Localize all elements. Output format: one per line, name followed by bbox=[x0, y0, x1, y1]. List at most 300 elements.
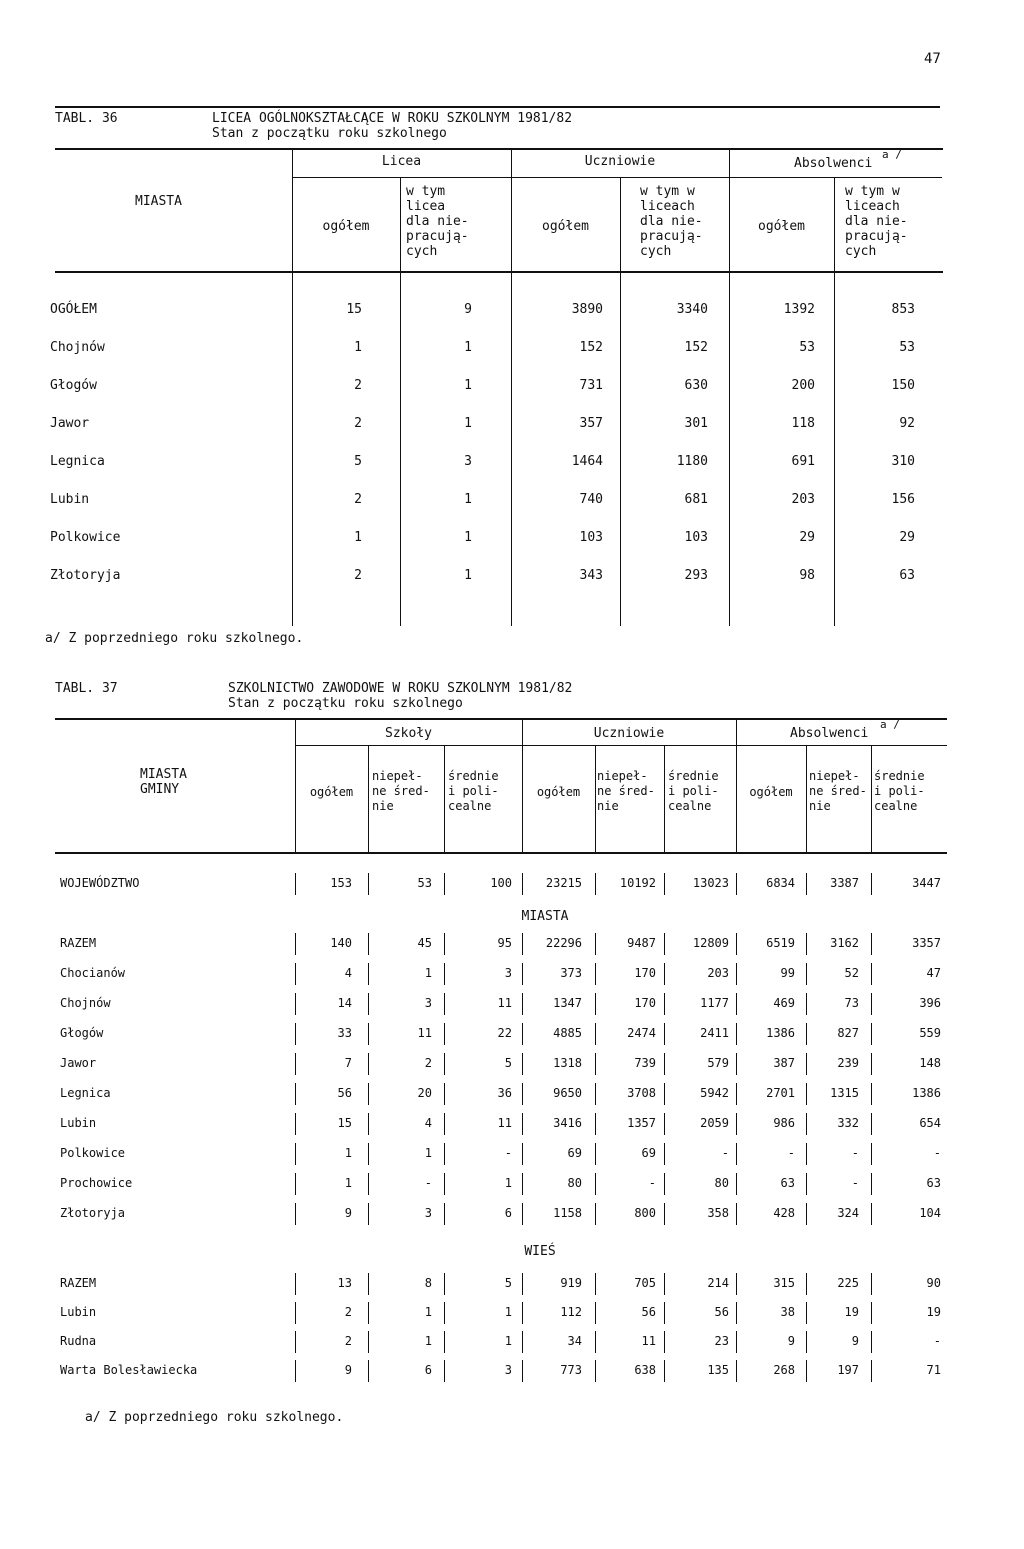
t37-cell: 827 bbox=[837, 1026, 859, 1040]
t37-cell: 8 bbox=[424, 1276, 432, 1290]
t37-cell: 358 bbox=[707, 1206, 729, 1220]
t37-header-miasta: MIASTA bbox=[140, 767, 187, 782]
t37-cell: 773 bbox=[560, 1363, 582, 1377]
t36-header-licea-wtym: licea bbox=[406, 199, 446, 214]
t37-row-name: RAZEM bbox=[60, 1276, 97, 1290]
t37-header-ogolem: ogółem bbox=[309, 785, 354, 799]
t37-cell: 9 bbox=[851, 1334, 859, 1348]
t36-header-abs-wtym: cych bbox=[845, 244, 877, 259]
t37-cell: 3162 bbox=[830, 936, 859, 950]
t37-header-uczniowie: Uczniowie bbox=[593, 726, 665, 741]
t37-row-name: Polkowice bbox=[60, 1146, 126, 1160]
t36-cell: 293 bbox=[684, 568, 708, 583]
t37-row-rule bbox=[444, 1302, 445, 1324]
t37-cell: 22 bbox=[497, 1026, 512, 1040]
t37-row-rule bbox=[871, 1360, 872, 1382]
t37-cell: 214 bbox=[707, 1276, 729, 1290]
t37-cell: - bbox=[933, 1334, 941, 1348]
t37-row-rule bbox=[444, 1360, 445, 1382]
t37-vline bbox=[595, 745, 596, 853]
t37-row-rule bbox=[444, 1203, 445, 1225]
t37-cell: 15 bbox=[337, 1116, 352, 1130]
t37-row-rule bbox=[871, 1053, 872, 1075]
t36-cell: 1 bbox=[464, 340, 472, 355]
t37-row-rule bbox=[444, 873, 445, 895]
t37-row-rule bbox=[444, 993, 445, 1015]
t36-cell: 731 bbox=[579, 378, 603, 393]
t36-row-name: Jawor bbox=[50, 416, 90, 431]
t37-cell: 6834 bbox=[766, 876, 795, 890]
t37-row-rule bbox=[871, 1173, 872, 1195]
t37-header-top-rule bbox=[55, 718, 947, 720]
t37-row-name: Lubin bbox=[60, 1305, 97, 1319]
t36-cell: 1 bbox=[464, 416, 472, 431]
t37-cell: 14 bbox=[337, 996, 352, 1010]
t37-cell: 4 bbox=[344, 966, 352, 980]
t36-cell: 53 bbox=[899, 340, 915, 355]
t37-cell: 2 bbox=[424, 1056, 432, 1070]
t36-header-sup: a / bbox=[882, 148, 902, 161]
t37-cell: 579 bbox=[707, 1056, 729, 1070]
t36-cell: 1 bbox=[354, 530, 362, 545]
t37-row-rule bbox=[444, 1083, 445, 1105]
t37-cell: 69 bbox=[567, 1146, 582, 1160]
t37-header-srednie: średnie bbox=[448, 769, 499, 783]
t37-header-srednie: i poli- bbox=[874, 784, 925, 798]
t37-cell: 13023 bbox=[692, 876, 729, 890]
t37-cell: 33 bbox=[337, 1026, 352, 1040]
t37-cell: 112 bbox=[560, 1305, 582, 1319]
t37-cell: - bbox=[504, 1146, 512, 1160]
t37-cell: 1 bbox=[424, 1334, 432, 1348]
t37-cell: 1177 bbox=[700, 996, 729, 1010]
t37-vline bbox=[806, 745, 807, 853]
t37-cell: 3387 bbox=[830, 876, 859, 890]
t37-header-niepelne: niepeł- bbox=[809, 769, 860, 783]
t37-row-rule bbox=[444, 1023, 445, 1045]
t37-header-niepelne: ne śred- bbox=[597, 784, 655, 798]
t37-cell: 80 bbox=[714, 1176, 729, 1190]
t37-cell: 315 bbox=[773, 1276, 795, 1290]
t37-cell: 23215 bbox=[545, 876, 582, 890]
t37-row-rule bbox=[871, 1143, 872, 1165]
t37-row-rule bbox=[871, 1083, 872, 1105]
t37-cell: 100 bbox=[490, 876, 512, 890]
t36-cell: 681 bbox=[684, 492, 708, 507]
t37-header-niepelne: ne śred- bbox=[809, 784, 867, 798]
t36-cell: 1 bbox=[464, 492, 472, 507]
t37-cell: 140 bbox=[330, 936, 352, 950]
t36-cell: 630 bbox=[684, 378, 708, 393]
t36-header-abs-ogolem: ogółem bbox=[758, 219, 805, 234]
t36-header-licea: Licea bbox=[381, 154, 422, 169]
t37-cell: 9487 bbox=[627, 936, 656, 950]
t37-header-niepelne: nie bbox=[597, 799, 619, 813]
t36-row-name: Głogów bbox=[50, 378, 97, 393]
t37-header-absolwenci: Absolwenci bbox=[790, 726, 869, 741]
t37-row-rule bbox=[444, 963, 445, 985]
t37-row-name: RAZEM bbox=[60, 936, 97, 950]
t37-header-gminy: GMINY bbox=[140, 782, 180, 797]
t36-cell: 63 bbox=[899, 568, 915, 583]
t37-cell: 170 bbox=[634, 996, 656, 1010]
t37-header-srednie: średnie bbox=[668, 769, 719, 783]
t36-cell: 3340 bbox=[676, 302, 708, 317]
t37-cell: 1 bbox=[424, 1146, 432, 1160]
t37-cell: 1 bbox=[344, 1146, 352, 1160]
t37-row-rule bbox=[444, 1143, 445, 1165]
t36-cell: 1180 bbox=[676, 454, 708, 469]
t37-cell: 11 bbox=[497, 1116, 512, 1130]
t37-row-rule bbox=[871, 1273, 872, 1295]
t37-row-name: Chocianów bbox=[60, 966, 126, 980]
t37-row-rule bbox=[444, 1173, 445, 1195]
t37-group-rule bbox=[295, 745, 947, 746]
t37-cell: 225 bbox=[837, 1276, 859, 1290]
t37-cell: 387 bbox=[773, 1056, 795, 1070]
t37-cell: 1 bbox=[504, 1334, 512, 1348]
t37-cell: 396 bbox=[919, 996, 941, 1010]
t36-header-uczniowie: Uczniowie bbox=[584, 154, 656, 169]
t37-header-srednie: i poli- bbox=[668, 784, 719, 798]
t37-cell: 1 bbox=[504, 1305, 512, 1319]
t36-cell: 310 bbox=[891, 454, 915, 469]
t37-cell: 469 bbox=[773, 996, 795, 1010]
t36-cell: 53 bbox=[799, 340, 815, 355]
t36-header-abs-wtym: liceach bbox=[845, 199, 900, 214]
t37-cell: 56 bbox=[337, 1086, 352, 1100]
t37-cell: 6 bbox=[504, 1206, 512, 1220]
t36-header-licea-wtym: dla nie- bbox=[406, 214, 469, 229]
t37-vline bbox=[444, 745, 445, 853]
t37-cell: 2474 bbox=[627, 1026, 656, 1040]
t37-row-rule bbox=[444, 1331, 445, 1353]
t37-cell: - bbox=[424, 1176, 432, 1190]
t37-cell: 52 bbox=[844, 966, 859, 980]
t37-cell: 203 bbox=[707, 966, 729, 980]
t36-cell: 2 bbox=[354, 378, 362, 393]
t37-cell: 800 bbox=[634, 1206, 656, 1220]
t37-row-rule bbox=[871, 963, 872, 985]
t36-cell: 203 bbox=[791, 492, 815, 507]
t36-header-top-rule bbox=[55, 148, 943, 150]
t37-cell: 638 bbox=[634, 1363, 656, 1377]
t37-row-rule bbox=[444, 1113, 445, 1135]
t37-cell: 153 bbox=[330, 876, 352, 890]
t37-cell: 11 bbox=[497, 996, 512, 1010]
t37-cell: 3 bbox=[424, 1206, 432, 1220]
t36-cell: 152 bbox=[684, 340, 708, 355]
t37-cell: 705 bbox=[634, 1276, 656, 1290]
t37-cell: 1347 bbox=[553, 996, 582, 1010]
t37-header-ogolem: ogółem bbox=[536, 785, 581, 799]
table-36-subtitle: Stan z początku roku szkolnego bbox=[212, 126, 447, 141]
t37-header-niepelne: nie bbox=[372, 799, 394, 813]
t37-vline bbox=[664, 745, 665, 853]
t36-cell: 156 bbox=[891, 492, 915, 507]
t37-cell: 919 bbox=[560, 1276, 582, 1290]
t36-cell: 740 bbox=[579, 492, 603, 507]
t36-header-miasta: MIASTA bbox=[135, 194, 182, 209]
t37-cell: 6519 bbox=[766, 936, 795, 950]
t37-row-rule bbox=[871, 1331, 872, 1353]
t37-cell: 1315 bbox=[830, 1086, 859, 1100]
t36-group-rule bbox=[292, 177, 942, 178]
t36-header-ucz-wtym: liceach bbox=[640, 199, 695, 214]
t37-cell: 36 bbox=[497, 1086, 512, 1100]
t37-cell: 2701 bbox=[766, 1086, 795, 1100]
t37-cell: 7 bbox=[344, 1056, 352, 1070]
t37-cell: 3357 bbox=[912, 936, 941, 950]
t37-cell: - bbox=[648, 1176, 656, 1190]
t37-cell: 4 bbox=[424, 1116, 432, 1130]
t36-cell: 301 bbox=[684, 416, 708, 431]
t36-cell: 357 bbox=[579, 416, 603, 431]
t36-header-ucz-ogolem: ogółem bbox=[542, 219, 589, 234]
t37-cell: 3708 bbox=[627, 1086, 656, 1100]
t37-row-name: Głogów bbox=[60, 1026, 104, 1040]
table-37-subtitle: Stan z początku roku szkolnego bbox=[228, 696, 463, 711]
t37-cell: 71 bbox=[926, 1363, 941, 1377]
t36-cell: 5 bbox=[354, 454, 362, 469]
t37-row-name: Lubin bbox=[60, 1116, 97, 1130]
t37-cell: 3 bbox=[504, 966, 512, 980]
t37-cell: 1158 bbox=[553, 1206, 582, 1220]
t37-header-szkoly: Szkoły bbox=[385, 726, 432, 741]
t36-cell: 1 bbox=[354, 340, 362, 355]
t37-cell: 13 bbox=[337, 1276, 352, 1290]
t37-cell: 148 bbox=[919, 1056, 941, 1070]
table-37-label: TABL. 37 bbox=[55, 681, 118, 696]
t37-section-miasta: MIASTA bbox=[521, 909, 569, 924]
t37-cell: - bbox=[933, 1146, 941, 1160]
page-number: 47 bbox=[924, 51, 941, 67]
t36-vline bbox=[400, 177, 401, 626]
t37-cell: 324 bbox=[837, 1206, 859, 1220]
t37-cell: 5 bbox=[504, 1056, 512, 1070]
t37-header-srednie: cealne bbox=[448, 799, 492, 813]
t37-row-rule bbox=[871, 1113, 872, 1135]
t37-row-rule bbox=[871, 873, 872, 895]
t37-cell: 69 bbox=[641, 1146, 656, 1160]
t36-cell: 9 bbox=[464, 302, 472, 317]
t37-row-name: Legnica bbox=[60, 1086, 111, 1100]
t37-cell: - bbox=[851, 1176, 859, 1190]
t37-cell: 47 bbox=[926, 966, 941, 980]
t37-header-ogolem: ogółem bbox=[749, 785, 793, 799]
t37-row-name: WOJEWÓDZTWO bbox=[60, 876, 140, 890]
t36-row-name: Chojnów bbox=[50, 340, 105, 355]
t36-cell: 3890 bbox=[571, 302, 603, 317]
t36-header-licea-wtym: cych bbox=[406, 244, 438, 259]
t36-cell: 2 bbox=[354, 568, 362, 583]
t37-cell: 99 bbox=[780, 966, 795, 980]
t36-cell: 2 bbox=[354, 416, 362, 431]
t36-row-name: Lubin bbox=[50, 492, 90, 507]
t36-row-name: Złotoryja bbox=[50, 568, 121, 583]
t37-cell: 1357 bbox=[627, 1116, 656, 1130]
t37-cell: 19 bbox=[844, 1305, 859, 1319]
t36-cell: 3 bbox=[464, 454, 472, 469]
t36-cell: 1392 bbox=[783, 302, 815, 317]
t36-cell: 152 bbox=[579, 340, 603, 355]
table-36-title: LICEA OGÓLNOKSZTAŁCĄCE W ROKU SZKOLNYM 1981/82 bbox=[212, 111, 573, 126]
t37-row-name: Prochowice bbox=[60, 1176, 133, 1190]
t36-cell: 691 bbox=[791, 454, 815, 469]
t36-cell: 853 bbox=[891, 302, 915, 317]
t36-header-absolwenci: Absolwenci bbox=[794, 156, 873, 171]
t37-row-name: Rudna bbox=[60, 1334, 97, 1348]
t37-cell: 104 bbox=[919, 1206, 941, 1220]
t37-cell: 56 bbox=[641, 1305, 656, 1319]
t37-cell: 197 bbox=[837, 1363, 859, 1377]
t37-cell: 9 bbox=[344, 1206, 352, 1220]
t36-cell: 2 bbox=[354, 492, 362, 507]
t36-vline bbox=[834, 177, 835, 626]
t37-cell: 90 bbox=[926, 1276, 941, 1290]
t37-cell: 11 bbox=[641, 1334, 656, 1348]
t37-cell: 4885 bbox=[553, 1026, 582, 1040]
t37-cell: 53 bbox=[417, 876, 432, 890]
t37-cell: 2059 bbox=[700, 1116, 729, 1130]
t37-cell: 9 bbox=[344, 1363, 352, 1377]
t36-cell: 103 bbox=[579, 530, 603, 545]
t37-row-name: Złotoryja bbox=[60, 1206, 126, 1220]
t36-header-ucz-wtym: cych bbox=[640, 244, 672, 259]
t37-row-rule bbox=[444, 933, 445, 955]
t37-cell: 2411 bbox=[700, 1026, 729, 1040]
t37-cell: 654 bbox=[919, 1116, 941, 1130]
t37-cell: 739 bbox=[634, 1056, 656, 1070]
t37-cell: 1386 bbox=[912, 1086, 941, 1100]
t36-header-bottom-rule bbox=[55, 271, 943, 273]
t37-row-rule bbox=[444, 1273, 445, 1295]
t36-header-ucz-wtym: w tym w bbox=[640, 184, 695, 199]
t37-row-rule bbox=[871, 1203, 872, 1225]
t37-cell: 63 bbox=[780, 1176, 795, 1190]
t36-cell: 1464 bbox=[571, 454, 603, 469]
t37-cell: 34 bbox=[567, 1334, 582, 1348]
t37-row-name: Warta Bolesławiecka bbox=[60, 1363, 198, 1377]
t36-cell: 343 bbox=[579, 568, 603, 583]
t37-cell: 38 bbox=[780, 1305, 795, 1319]
t37-cell: 73 bbox=[844, 996, 859, 1010]
t37-header-srednie: i poli- bbox=[448, 784, 499, 798]
t37-cell: 3447 bbox=[912, 876, 941, 890]
t37-cell: 1318 bbox=[553, 1056, 582, 1070]
t37-cell: 45 bbox=[417, 936, 432, 950]
t37-row-name: Jawor bbox=[60, 1056, 97, 1070]
t37-cell: 22296 bbox=[545, 936, 582, 950]
t37-row-rule bbox=[871, 1302, 872, 1324]
t37-cell: 95 bbox=[497, 936, 512, 950]
t36-cell: 98 bbox=[799, 568, 815, 583]
t37-header-sup: a / bbox=[880, 718, 900, 731]
t36-header-licea-wtym: w tym bbox=[406, 184, 446, 199]
t37-cell: 373 bbox=[560, 966, 582, 980]
t37-cell: 2 bbox=[344, 1305, 352, 1319]
t36-header-ucz-wtym: dla nie- bbox=[640, 214, 703, 229]
t37-section-wies: WIEŚ bbox=[524, 1244, 556, 1259]
t37-cell: 6 bbox=[424, 1363, 432, 1377]
t36-cell: 92 bbox=[899, 416, 915, 431]
t37-cell: 63 bbox=[926, 1176, 941, 1190]
t37-cell: 5942 bbox=[700, 1086, 729, 1100]
t37-row-name: Chojnów bbox=[60, 996, 111, 1010]
t36-header-ucz-wtym: pracują- bbox=[640, 229, 703, 244]
t37-cell: 12809 bbox=[692, 936, 729, 950]
t37-cell: 1 bbox=[424, 966, 432, 980]
t36-cell: 29 bbox=[899, 530, 915, 545]
t37-header-bottom-rule bbox=[55, 852, 947, 854]
t37-cell: 11 bbox=[417, 1026, 432, 1040]
t37-cell: 1 bbox=[424, 1305, 432, 1319]
t36-cell: 1 bbox=[464, 378, 472, 393]
t37-cell: 5 bbox=[504, 1276, 512, 1290]
t36-header-abs-wtym: pracują- bbox=[845, 229, 908, 244]
t37-cell: 9650 bbox=[553, 1086, 582, 1100]
t36-cell: 1 bbox=[464, 568, 472, 583]
t36-row-name: OGÓŁEM bbox=[50, 302, 97, 317]
t36-cell: 103 bbox=[684, 530, 708, 545]
t37-cell: 9 bbox=[787, 1334, 795, 1348]
t37-vline bbox=[871, 745, 872, 853]
t36-top-rule bbox=[55, 106, 940, 108]
t37-header-srednie: cealne bbox=[874, 799, 918, 813]
t37-header-srednie: cealne bbox=[668, 799, 712, 813]
t36-header-abs-wtym: dla nie- bbox=[845, 214, 908, 229]
t36-cell: 15 bbox=[346, 302, 362, 317]
t37-cell: 135 bbox=[707, 1363, 729, 1377]
t36-row-name: Polkowice bbox=[50, 530, 121, 545]
t37-cell: 332 bbox=[837, 1116, 859, 1130]
t37-header-srednie: średnie bbox=[874, 769, 925, 783]
t37-cell: 268 bbox=[773, 1363, 795, 1377]
t36-cell: 29 bbox=[799, 530, 815, 545]
table-36-label: TABL. 36 bbox=[55, 111, 118, 126]
t36-cell: 150 bbox=[891, 378, 915, 393]
t36-header-abs-wtym: w tym w bbox=[845, 184, 900, 199]
t36-cell: 200 bbox=[791, 378, 815, 393]
t37-cell: 3416 bbox=[553, 1116, 582, 1130]
t37-cell: - bbox=[851, 1146, 859, 1160]
t37-header-niepelne: ne śred- bbox=[372, 784, 430, 798]
t37-cell: 239 bbox=[837, 1056, 859, 1070]
t37-cell: 56 bbox=[714, 1305, 729, 1319]
t36-row-name: Legnica bbox=[50, 454, 105, 469]
t37-header-niepelne: niepeł- bbox=[597, 769, 648, 783]
t37-cell: 10192 bbox=[619, 876, 656, 890]
t37-cell: 986 bbox=[773, 1116, 795, 1130]
t37-row-rule bbox=[871, 933, 872, 955]
t37-cell: 2 bbox=[344, 1334, 352, 1348]
t37-row-rule bbox=[871, 1023, 872, 1045]
t36-header-licea-ogolem: ogółem bbox=[322, 219, 370, 234]
t37-cell: 1386 bbox=[766, 1026, 795, 1040]
t37-cell: 19 bbox=[926, 1305, 941, 1319]
t37-cell: 3 bbox=[424, 996, 432, 1010]
table-37-title: SZKOLNICTWO ZAWODOWE W ROKU SZKOLNYM 1981/82 bbox=[228, 681, 573, 696]
t37-cell: 170 bbox=[634, 966, 656, 980]
t37-cell: 80 bbox=[567, 1176, 582, 1190]
t37-cell: 559 bbox=[919, 1026, 941, 1040]
t37-cell: - bbox=[721, 1146, 729, 1160]
t37-header-niepelne: nie bbox=[809, 799, 831, 813]
table-36-footnote: a/ Z poprzedniego roku szkolnego. bbox=[45, 631, 304, 646]
t37-cell: 20 bbox=[417, 1086, 432, 1100]
t37-cell: 23 bbox=[714, 1334, 729, 1348]
t37-row-rule bbox=[444, 1053, 445, 1075]
